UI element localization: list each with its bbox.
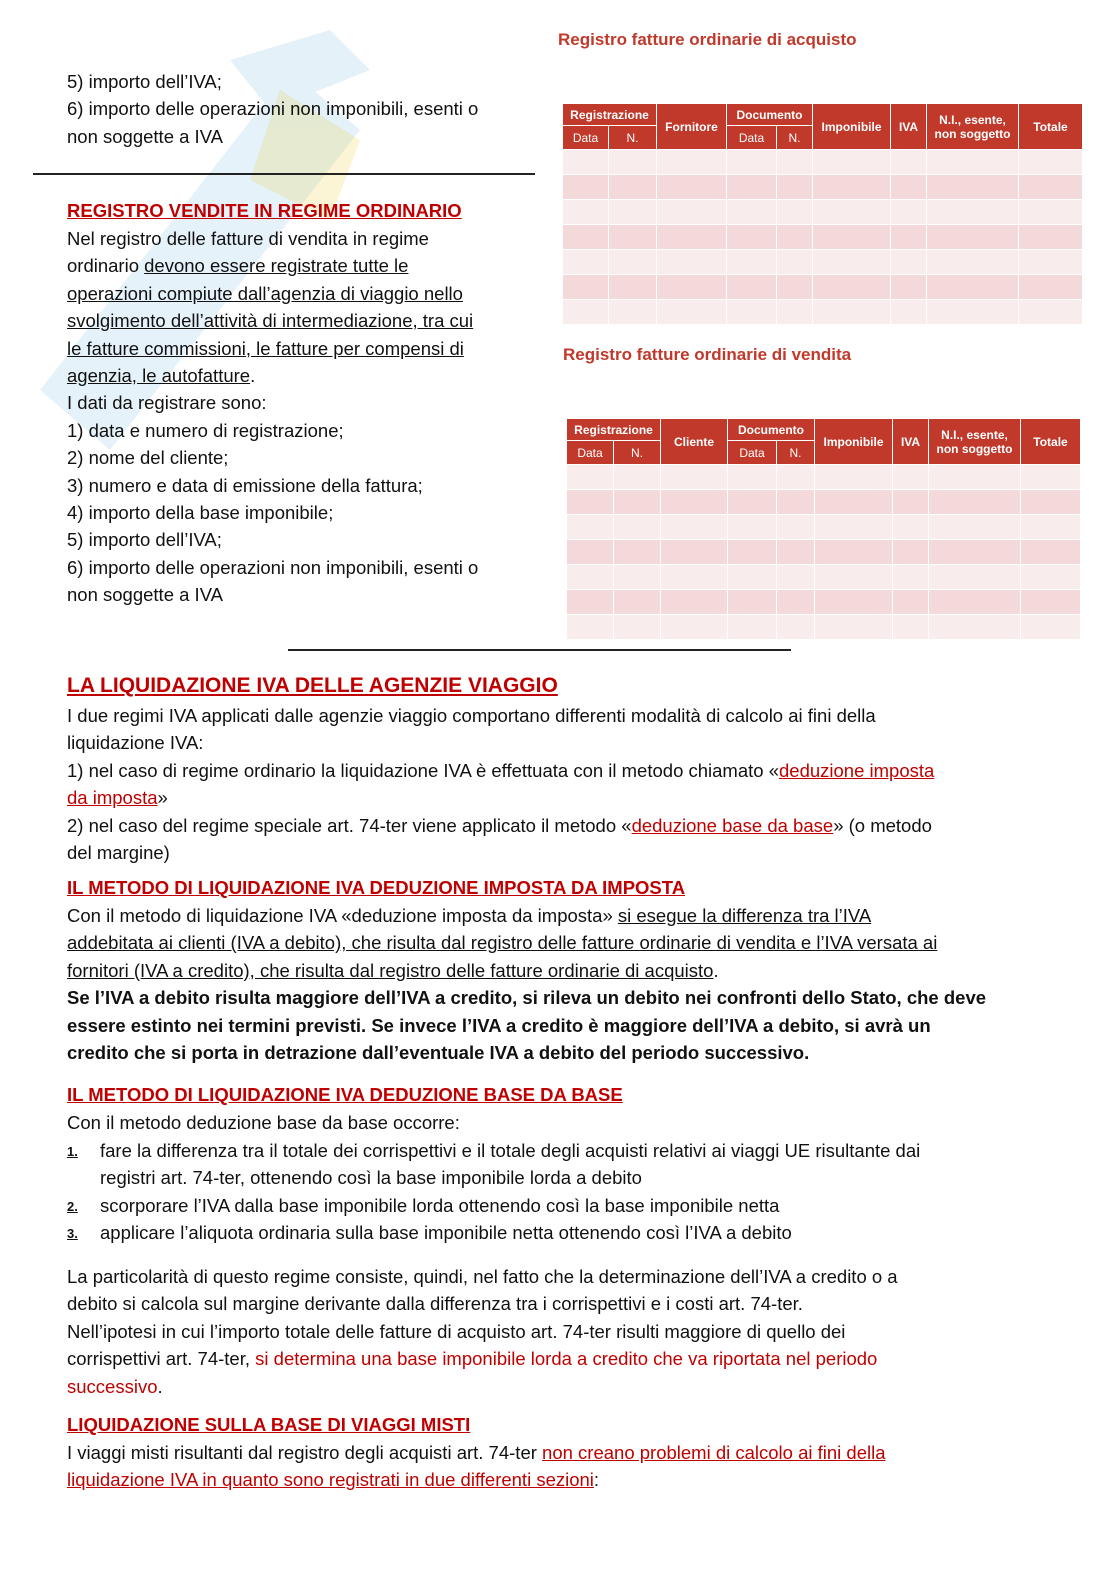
th-totale: Totale	[1021, 419, 1081, 465]
th-reg-n: N.	[609, 126, 657, 150]
step-1-line-1: fare la differenza tra il totale dei corrispettivi e il totale degli acquisti relativi ai viaggi UE risultante dai	[100, 1140, 921, 1161]
misti-line-1	[67, 1439, 886, 1466]
liquidazione-line-5-end: » (o metodo	[833, 814, 932, 836]
divider-middle	[288, 649, 791, 651]
imposta-bold-1: Se l’IVA a debito risulta maggiore dell’IVA a credito, si rileva un debito nei confronti dello Stato, che deve	[67, 987, 987, 1009]
table-vendita-caption: Registro fatture ordinarie di vendita	[563, 345, 852, 364]
th-ni-line2: non soggetto	[934, 126, 1011, 141]
imposta-line-3-end: .	[713, 959, 719, 981]
th-cliente: Cliente	[661, 419, 728, 465]
table-row	[567, 590, 1081, 615]
th-doc-data: Data	[728, 441, 777, 465]
imposta-body	[67, 902, 986, 1066]
link-deduzione-imposta[interactable]: deduzione imposta	[779, 759, 935, 781]
table-row	[563, 225, 1083, 250]
vendite-item-5: 5) importo dell’IVA;	[67, 529, 222, 551]
base-line-5-red: successivo	[67, 1375, 158, 1397]
th-fornitore: Fornitore	[657, 104, 727, 150]
liquidazione-line-4	[67, 784, 934, 811]
imposta-bold-3: credito che si porta in detrazione dall’eventuale IVA a debito del periodo successivo.	[67, 1042, 810, 1064]
table-row	[563, 300, 1083, 325]
table-row	[563, 175, 1083, 200]
table-row	[567, 465, 1081, 490]
th-documento: Documento	[727, 104, 813, 126]
vendite-line-6-underlined: agenzia, le autofatture	[67, 365, 251, 387]
imposta-line-3-underlined: fornitori (IVA a credito), che risulta dal registro delle fatture ordinarie di acquisto	[67, 959, 714, 981]
th-imponibile: Imponibile	[813, 104, 891, 150]
table-row	[563, 200, 1083, 225]
liquidazione-line-2: liquidazione IVA:	[67, 732, 204, 754]
th-doc-n: N.	[777, 441, 815, 465]
top-item-6-line2: non soggette a IVA	[67, 125, 223, 147]
liquidazione-line-5	[67, 812, 934, 839]
step-1-line-2: registri art. 74-ter, ottenendo così la base imponibile lorda a debito	[100, 1167, 642, 1189]
step-number: 2.	[67, 1198, 78, 1214]
vendite-line-3: operazioni compiute dall’agenzia di viaggio nello	[67, 282, 463, 304]
th-doc-n: N.	[777, 126, 813, 150]
th-ni-line2: non soggetto	[936, 441, 1013, 456]
misti-line-2	[67, 1466, 886, 1493]
table-row	[563, 150, 1083, 175]
step-2-line-1: scorporare l’IVA dalla base imponibile lorda ottenendo così la base imponibile netta	[100, 1194, 780, 1216]
imposta-bold-2: essere estinto nei termini previsti. Se invece l’IVA a credito è maggiore dell’IVA a debito, si avrà un	[67, 1014, 931, 1036]
link-da-imposta[interactable]: da imposta	[67, 787, 158, 809]
table-row	[563, 275, 1083, 300]
liquidazione-line-6: del margine)	[67, 842, 170, 864]
vendite-line-2-plain: ordinario	[67, 255, 145, 277]
table-row	[567, 515, 1081, 540]
th-totale: Totale	[1019, 104, 1083, 150]
liquidazione-line-1: I due regimi IVA applicati dalle agenzie viaggio comportano differenti modalità di calcolo ai fini della	[67, 705, 876, 726]
base-line-1: La particolarità di questo regime consiste, quindi, nel fatto che la determinazione dell’IVA a credito o a	[67, 1266, 898, 1287]
vendite-item-2: 2) nome del cliente;	[67, 447, 229, 469]
table-acquisto	[562, 103, 1083, 325]
link-liquidazione-sezioni[interactable]: liquidazione IVA in quanto sono registrati in due differenti sezioni	[67, 1469, 594, 1491]
th-documento: Documento	[728, 419, 815, 441]
liquidazione-heading: LA LIQUIDAZIONE IVA DELLE AGENZIE VIAGGIO	[67, 674, 558, 697]
liquidazione-line-3-text: 1) nel caso di regime ordinario la liquidazione IVA è effettuata con il metodo chiamato «	[67, 759, 779, 781]
vendite-body	[67, 225, 478, 609]
table-vendita	[566, 418, 1081, 640]
step-3-line-1: applicare l’aliquota ordinaria sulla base imponibile netta ottenendo così l’IVA a debito	[100, 1222, 792, 1244]
misti-line-2-end: :	[593, 1469, 600, 1491]
imposta-heading: IL METODO DI LIQUIDAZIONE IVA DEDUZIONE IMPOSTA DA IMPOSTA	[67, 877, 686, 898]
table-row	[567, 490, 1081, 515]
top-item-5: 5) importo dell’IVA;	[67, 71, 222, 92]
misti-line-1-text: I viaggi misti risultanti dal registro degli acquisti art. 74-ter	[67, 1442, 543, 1463]
table-row	[567, 615, 1081, 640]
th-reg-data: Data	[563, 126, 609, 150]
table-row	[567, 540, 1081, 565]
imposta-line-2: addebitata ai clienti (IVA a debito), che risulta dal registro delle fatture ordinarie di vendita e l’IVA versata ai	[67, 932, 938, 954]
th-iva: IVA	[891, 104, 927, 150]
link-deduzione-base[interactable]: deduzione base da base	[631, 814, 834, 836]
vendite-item-3: 3) numero e data di emissione della fattura;	[67, 474, 423, 496]
base-steps	[67, 1137, 1057, 1247]
table-acquisto-caption: Registro fatture ordinarie di acquisto	[558, 30, 857, 49]
vendite-item-4: 4) importo della base imponibile;	[67, 502, 334, 524]
th-registrazione: Registrazione	[567, 419, 661, 441]
divider-top	[33, 173, 535, 175]
vendite-line-6-end: .	[250, 365, 256, 387]
th-doc-data: Data	[727, 126, 777, 150]
imposta-line-1-text: Con il metodo di liquidazione IVA «deduzione imposta da imposta»	[67, 905, 618, 926]
th-iva: IVA	[893, 419, 929, 465]
vendite-line-2	[67, 252, 478, 279]
list-item	[67, 1219, 1057, 1246]
table-row	[567, 565, 1081, 590]
th-ni-esente	[927, 104, 1019, 150]
table-row	[563, 250, 1083, 275]
base-line-3: Nell’ipotesi in cui l’importo totale delle fatture di acquisto art. 74-ter risulti maggiore di quello dei	[67, 1320, 846, 1342]
vendite-line-6	[67, 362, 478, 389]
list-item	[67, 1137, 1057, 1192]
liquidazione-body	[67, 702, 934, 866]
liquidazione-line-5-text: 2) nel caso del regime speciale art. 74-ter viene applicato il metodo «	[67, 814, 632, 836]
base-line-5	[67, 1373, 898, 1400]
base-line-5-end: .	[157, 1375, 163, 1397]
imposta-line-3	[67, 957, 986, 984]
th-registrazione: Registrazione	[563, 104, 657, 126]
liquidazione-line-3	[67, 757, 934, 784]
base-body	[67, 1263, 898, 1400]
misti-body	[67, 1439, 886, 1494]
base-intro: Con il metodo deduzione base da base occorre:	[67, 1112, 460, 1133]
list-item	[67, 1192, 1057, 1219]
vendite-line-5: le fatture commissioni, le fatture per compensi di	[67, 337, 464, 359]
misti-heading: LIQUIDAZIONE SULLA BASE DI VIAGGI MISTI	[67, 1414, 471, 1435]
step-number: 1.	[67, 1144, 78, 1159]
vendite-heading: REGISTRO VENDITE IN REGIME ORDINARIO	[67, 200, 462, 221]
th-reg-n: N.	[614, 441, 661, 465]
top-list	[67, 68, 478, 150]
th-ni-esente	[929, 419, 1021, 465]
th-ni-line1: N.I., esente,	[941, 427, 1008, 442]
vendite-line-1: Nel registro delle fatture di vendita in regime	[67, 228, 429, 249]
liquidazione-line-4-end: »	[157, 787, 168, 809]
base-line-4-red: si determina una base imponibile lorda a credito che va riportata nel periodo	[255, 1348, 878, 1370]
base-line-4-text: corrispettivi art. 74-ter,	[67, 1348, 256, 1370]
th-reg-data: Data	[567, 441, 614, 465]
link-non-creano-problemi[interactable]: non creano problemi di calcolo ai fini della	[542, 1442, 886, 1463]
imposta-line-1-underlined: si esegue la differenza tra l’IVA	[617, 905, 872, 926]
vendite-line-2-underlined: devono essere registrate tutte le	[144, 255, 409, 277]
th-ni-line1: N.I., esente,	[939, 112, 1006, 127]
step-number: 3.	[67, 1226, 78, 1242]
top-item-6-line1: 6) importo delle operazioni non imponibili, esenti o	[67, 98, 479, 120]
vendite-item-1: 1) data e numero di registrazione;	[67, 419, 344, 441]
vendite-item-6-line2: non soggette a IVA	[67, 584, 223, 606]
base-heading: IL METODO DI LIQUIDAZIONE IVA DEDUZIONE BASE DA BASE	[67, 1084, 623, 1105]
vendite-intro: I dati da registrare sono:	[67, 392, 267, 414]
th-imponibile: Imponibile	[815, 419, 893, 465]
vendite-line-4: svolgimento dell’attività di intermediazione, tra cui	[67, 310, 474, 332]
vendite-item-6-line1: 6) importo delle operazioni non imponibili, esenti o	[67, 556, 479, 578]
imposta-line-1	[67, 902, 986, 929]
base-line-4	[67, 1345, 898, 1372]
base-line-2: debito si calcola sul margine derivante dalla differenza tra i corrispettivi e i costi art. 74-ter.	[67, 1293, 803, 1315]
